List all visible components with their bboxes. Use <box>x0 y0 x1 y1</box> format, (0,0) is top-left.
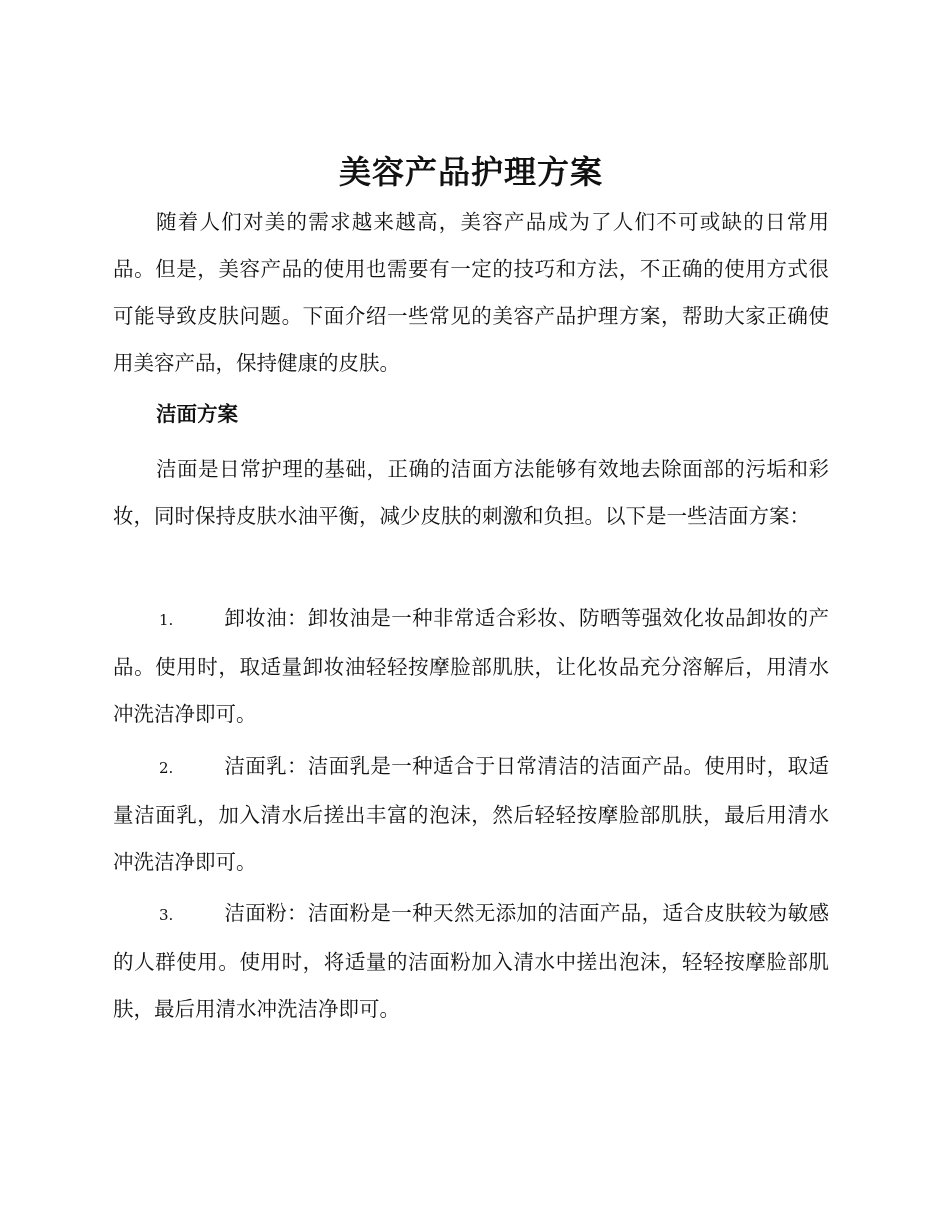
list-item <box>113 890 829 1033</box>
list-item-text: 洁面乳：洁面乳是一种适合于日常清洁的洁面产品。使用时，取适量洁面乳，加入清水后搓出丰富的泡沫，然后轻轻按摩脸部肌肤，最后用清水冲洗洁净即可。 <box>113 754 829 874</box>
document-title: 美容产品护理方案 <box>338 153 603 191</box>
list-item <box>113 595 829 738</box>
list-item-number: 2. <box>159 759 174 777</box>
intro-paragraph: 随着人们对美的需求越来越高，美容产品成为了人们不可或缺的日常用品。但是，美容产品的使用也需要有一定的技巧和方法，不正确的使用方式很可能导致皮肤问题。下面介绍一些常见的美容产品护理方案，帮助大家正确使用美容产品，保持健康的皮肤。 <box>113 210 829 375</box>
list-item-number: 3. <box>159 906 174 924</box>
list-item-text: 洁面粉：洁面粉是一种天然无添加的洁面产品，适合皮肤较为敏感的人群使用。使用时，将适量的洁面粉加入清水中搓出泡沫，轻轻按摩脸部肌肤，最后用清水冲洗洁净即可。 <box>113 901 829 1021</box>
section-intro-paragraph: 洁面是日常护理的基础，正确的洁面方法能够有效地去除面部的污垢和彩妆，同时保持皮肤水油平衡，减少皮肤的刺激和负担。以下是一些洁面方案： <box>113 457 829 528</box>
list-item-number: 1. <box>159 611 174 629</box>
section-heading: 洁面方案 <box>156 402 238 426</box>
list-item-text: 卸妆油：卸妆油是一种非常适合彩妆、防晒等强效化妆品卸妆的产品。使用时，取适量卸妆油轻轻按摩脸部肌肤，让化妆品充分溶解后，用清水冲洗洁净即可。 <box>113 606 829 726</box>
list-item <box>113 743 829 886</box>
